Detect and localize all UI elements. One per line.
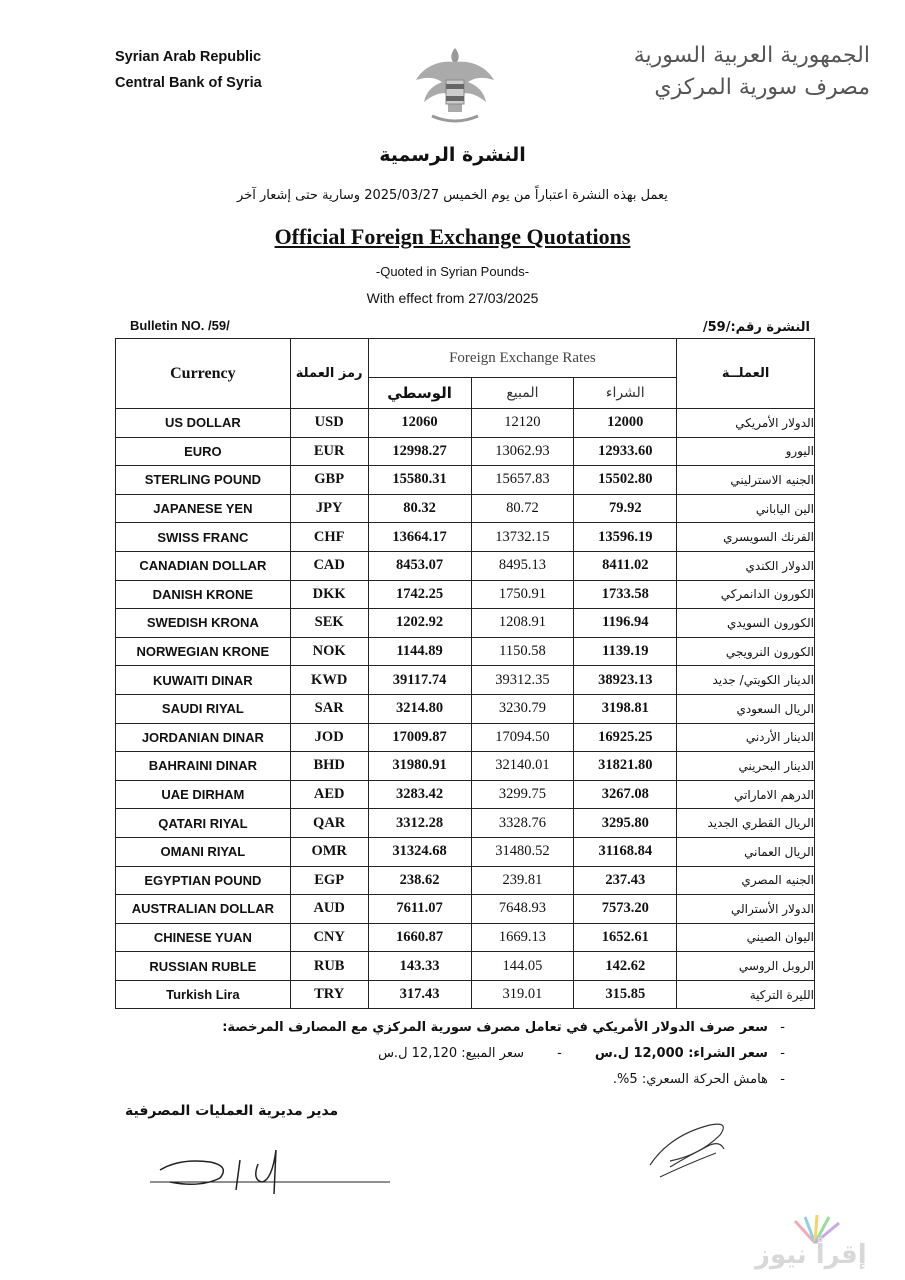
mid-rate-header: الوسطي	[368, 378, 471, 409]
mid-rate-cell: 238.62	[368, 866, 471, 895]
table-row	[116, 551, 815, 580]
table-row	[116, 809, 815, 838]
currency-code-cell: EUR	[290, 437, 368, 466]
sell-rate-cell: 8495.13	[471, 551, 574, 580]
currency-name-cell: QATARI RIYAL	[116, 809, 291, 838]
currency-code-cell: AUD	[290, 895, 368, 924]
buy-rate-cell: 31168.84	[574, 837, 677, 866]
watermark-text: إقرأ نيوز	[755, 1240, 867, 1270]
sell-rate-cell: 7648.93	[471, 895, 574, 924]
table-row	[116, 895, 815, 924]
table-row	[116, 409, 815, 438]
mid-rate-cell: 13664.17	[368, 523, 471, 552]
table-row	[116, 694, 815, 723]
buy-rate-cell: 16925.25	[574, 723, 677, 752]
buy-rate-cell: 3295.80	[574, 809, 677, 838]
currency-code-cell: EGP	[290, 866, 368, 895]
currency-name-cell: CANADIAN DOLLAR	[116, 551, 291, 580]
buy-rate-cell: 12933.60	[574, 437, 677, 466]
currency-name-ar-cell: الريال العماني	[677, 837, 815, 866]
mid-rate-cell: 17009.87	[368, 723, 471, 752]
currency-name-cell: JORDANIAN DINAR	[116, 723, 291, 752]
buy-rate-cell: 13596.19	[574, 523, 677, 552]
sell-rate-cell: 3230.79	[471, 694, 574, 723]
sell-rate-cell: 1150.58	[471, 637, 574, 666]
table-row	[116, 437, 815, 466]
document-title: Official Foreign Exchange Quotations	[274, 224, 631, 249]
buy-rate-header: الشراء	[574, 378, 677, 409]
currency-code-cell: OMR	[290, 837, 368, 866]
currency-code-cell: SEK	[290, 609, 368, 638]
currency-name-cell: Turkish Lira	[116, 980, 291, 1009]
table-row	[116, 723, 815, 752]
rates-header: Foreign Exchange Rates	[368, 339, 677, 378]
sell-rate-cell: 1208.91	[471, 609, 574, 638]
mid-rate-cell: 3312.28	[368, 809, 471, 838]
signature-director	[140, 1130, 400, 1200]
currency-code-cell: SAR	[290, 694, 368, 723]
currency-name-cell: DANISH KRONE	[116, 580, 291, 609]
currency-name-ar-cell: اليورو	[677, 437, 815, 466]
signer-title: مدير مديرية العمليات المصرفية	[125, 1103, 339, 1119]
table-row	[116, 466, 815, 495]
currency-name-ar-cell: اليوان الصيني	[677, 923, 815, 952]
table-row	[116, 866, 815, 895]
currency-name-ar-cell: الدينار الأردني	[677, 723, 815, 752]
note-usd-rate: - سعر صرف الدولار الأمريكي في تعامل مصرف سورية المركزي مع المصارف المرخصة:	[222, 1020, 785, 1035]
mid-rate-cell: 143.33	[368, 952, 471, 981]
sell-rate-cell: 13062.93	[471, 437, 574, 466]
currency-name-cell: AUSTRALIAN DOLLAR	[116, 895, 291, 924]
currency-code-cell: CAD	[290, 551, 368, 580]
country-name-en: Syrian Arab Republic	[115, 49, 262, 65]
mid-rate-cell: 80.32	[368, 494, 471, 523]
buy-rate-cell: 142.62	[574, 952, 677, 981]
currency-code-cell: USD	[290, 409, 368, 438]
note-sell-rate: سعر المبيع: 12,120 ل.س	[378, 1046, 524, 1061]
exchange-rates-table	[115, 338, 815, 1009]
bulletin-number-en: Bulletin NO. /59/	[130, 318, 230, 333]
currency-code-cell: GBP	[290, 466, 368, 495]
sell-rate-cell: 3328.76	[471, 809, 574, 838]
currency-name-ar-cell: الريال القطري الجديد	[677, 809, 815, 838]
effective-date-en: With effect from 27/03/2025	[366, 290, 539, 306]
buy-rate-cell: 1196.94	[574, 609, 677, 638]
currency-name-ar-cell: الكورون الدانمركي	[677, 580, 815, 609]
currency-code-cell: DKK	[290, 580, 368, 609]
currency-name-cell: UAE DIRHAM	[116, 780, 291, 809]
mid-rate-cell: 3283.42	[368, 780, 471, 809]
quoted-currency-note: -Quoted in Syrian Pounds-	[375, 264, 530, 279]
currency-name-cell: CHINESE YUAN	[116, 923, 291, 952]
sell-rate-cell: 1750.91	[471, 580, 574, 609]
currency-name-ar-cell: الجنيه المصري	[677, 866, 815, 895]
currency-name-cell: BAHRAINI DINAR	[116, 752, 291, 781]
watermark-logo	[745, 1215, 895, 1275]
currency-name-cell: US DOLLAR	[116, 409, 291, 438]
currency-code-cell: TRY	[290, 980, 368, 1009]
currency-name-ar-cell: الريال السعودي	[677, 694, 815, 723]
currency-name-cell: EGYPTIAN POUND	[116, 866, 291, 895]
currency-name-ar-cell: الدولار الأمريكي	[677, 409, 815, 438]
currency-name-ar-cell: الكورون السويدي	[677, 609, 815, 638]
buy-rate-cell: 79.92	[574, 494, 677, 523]
official-bulletin-title-ar: النشرة الرسمية	[379, 144, 526, 166]
sell-rate-cell: 17094.50	[471, 723, 574, 752]
sell-rate-cell: 144.05	[471, 952, 574, 981]
mid-rate-cell: 8453.07	[368, 551, 471, 580]
mid-rate-cell: 1202.92	[368, 609, 471, 638]
country-name-ar: الجمهورية العربية السورية	[633, 43, 870, 68]
currency-name-cell: SWEDISH KRONA	[116, 609, 291, 638]
sell-rate-cell: 31480.52	[471, 837, 574, 866]
currency-code-cell: RUB	[290, 952, 368, 981]
bulletin-number-ar: النشرة رقم:/59/	[702, 320, 810, 335]
currency-name-cell: JAPANESE YEN	[116, 494, 291, 523]
currency-name-ar-cell: الين الياباني	[677, 494, 815, 523]
currency-code-cell: QAR	[290, 809, 368, 838]
currency-name-cell: SAUDI RIYAL	[116, 694, 291, 723]
currency-name-cell: STERLING POUND	[116, 466, 291, 495]
table-row	[116, 637, 815, 666]
mid-rate-cell: 31324.68	[368, 837, 471, 866]
currency-header-ar: العملــة	[677, 339, 815, 409]
currency-code-cell: CNY	[290, 923, 368, 952]
currency-name-cell: RUSSIAN RUBLE	[116, 952, 291, 981]
currency-name-cell: OMANI RIYAL	[116, 837, 291, 866]
signature-second	[640, 1105, 740, 1185]
currency-code-cell: NOK	[290, 637, 368, 666]
table-row	[116, 523, 815, 552]
bank-name-en: Central Bank of Syria	[115, 75, 262, 91]
notes-section	[65, 1015, 785, 1093]
currency-name-ar-cell: الكورون النرويجي	[677, 637, 815, 666]
table-row	[116, 952, 815, 981]
currency-name-ar-cell: الدولار الأسترالي	[677, 895, 815, 924]
mid-rate-cell: 1742.25	[368, 580, 471, 609]
sell-rate-cell: 12120	[471, 409, 574, 438]
mid-rate-cell: 12060	[368, 409, 471, 438]
currency-code-cell: KWD	[290, 666, 368, 695]
table-row	[116, 752, 815, 781]
currency-name-ar-cell: الدينار الكويتي/ جديد	[677, 666, 815, 695]
mid-rate-cell: 31980.91	[368, 752, 471, 781]
currency-name-ar-cell: الدرهم الاماراتي	[677, 780, 815, 809]
currency-name-cell: SWISS FRANC	[116, 523, 291, 552]
mid-rate-cell: 1144.89	[368, 637, 471, 666]
table-row	[116, 923, 815, 952]
sell-rate-cell: 39312.35	[471, 666, 574, 695]
effective-date-note-ar: يعمل بهذه النشرة اعتباراً من يوم الخميس 2025/03/27 وسارية حتى إشعار آخر	[237, 188, 668, 203]
sell-rate-cell: 13732.15	[471, 523, 574, 552]
table-row	[116, 780, 815, 809]
table-row	[116, 666, 815, 695]
note-margin: - هامش الحركة السعري: 5%.	[612, 1072, 785, 1087]
buy-rate-cell: 8411.02	[574, 551, 677, 580]
buy-rate-cell: 12000	[574, 409, 677, 438]
note-buy-rate: سعر الشراء: 12,000 ل.س	[594, 1046, 768, 1061]
table-header-row	[116, 339, 815, 378]
sell-rate-cell: 1669.13	[471, 923, 574, 952]
buy-rate-cell: 315.85	[574, 980, 677, 1009]
sell-rate-cell: 15657.83	[471, 466, 574, 495]
buy-rate-cell: 15502.80	[574, 466, 677, 495]
bank-name-ar: مصرف سورية المركزي	[654, 75, 870, 100]
buy-rate-cell: 3267.08	[574, 780, 677, 809]
buy-rate-cell: 1733.58	[574, 580, 677, 609]
currency-name-cell: KUWAITI DINAR	[116, 666, 291, 695]
note-separator: -	[557, 1046, 562, 1061]
currency-code-cell: BHD	[290, 752, 368, 781]
issuer-header-ar	[634, 40, 870, 104]
currency-name-cell: NORWEGIAN KRONE	[116, 637, 291, 666]
buy-rate-cell: 38923.13	[574, 666, 677, 695]
currency-name-ar-cell: الفرنك السويسري	[677, 523, 815, 552]
mid-rate-cell: 3214.80	[368, 694, 471, 723]
buy-rate-cell: 7573.20	[574, 895, 677, 924]
currency-code-cell: AED	[290, 780, 368, 809]
currency-name-ar-cell: الروبل الروسي	[677, 952, 815, 981]
mid-rate-cell: 317.43	[368, 980, 471, 1009]
currency-name-cell: EURO	[116, 437, 291, 466]
sell-rate-header: المبيع	[471, 378, 574, 409]
currency-code-cell: JPY	[290, 494, 368, 523]
mid-rate-cell: 7611.07	[368, 895, 471, 924]
sell-rate-cell: 239.81	[471, 866, 574, 895]
buy-rate-cell: 1139.19	[574, 637, 677, 666]
eagle-emblem-icon	[410, 40, 500, 130]
mid-rate-cell: 39117.74	[368, 666, 471, 695]
mid-rate-cell: 1660.87	[368, 923, 471, 952]
buy-rate-cell: 31821.80	[574, 752, 677, 781]
currency-name-ar-cell: الليرة التركية	[677, 980, 815, 1009]
code-header-ar: رمز العملة	[290, 339, 368, 409]
table-row	[116, 580, 815, 609]
table-row	[116, 980, 815, 1009]
currency-name-ar-cell: الدولار الكندي	[677, 551, 815, 580]
sell-rate-cell: 319.01	[471, 980, 574, 1009]
issuer-header-en	[115, 44, 262, 96]
sell-rate-cell: 80.72	[471, 494, 574, 523]
note-buy-sell: - سعر الشراء: 12,000 ل.س - سعر المبيع: 12,120 ل.س	[378, 1046, 785, 1061]
sell-rate-cell: 3299.75	[471, 780, 574, 809]
currency-name-ar-cell: الدينار البحريني	[677, 752, 815, 781]
sell-rate-cell: 32140.01	[471, 752, 574, 781]
mid-rate-cell: 15580.31	[368, 466, 471, 495]
table-row	[116, 494, 815, 523]
mid-rate-cell: 12998.27	[368, 437, 471, 466]
table-row	[116, 837, 815, 866]
buy-rate-cell: 1652.61	[574, 923, 677, 952]
currency-name-ar-cell: الجنيه الاسترليني	[677, 466, 815, 495]
table-row	[116, 609, 815, 638]
currency-header: Currency	[116, 339, 291, 409]
buy-rate-cell: 237.43	[574, 866, 677, 895]
buy-rate-cell: 3198.81	[574, 694, 677, 723]
currency-code-cell: CHF	[290, 523, 368, 552]
currency-code-cell: JOD	[290, 723, 368, 752]
